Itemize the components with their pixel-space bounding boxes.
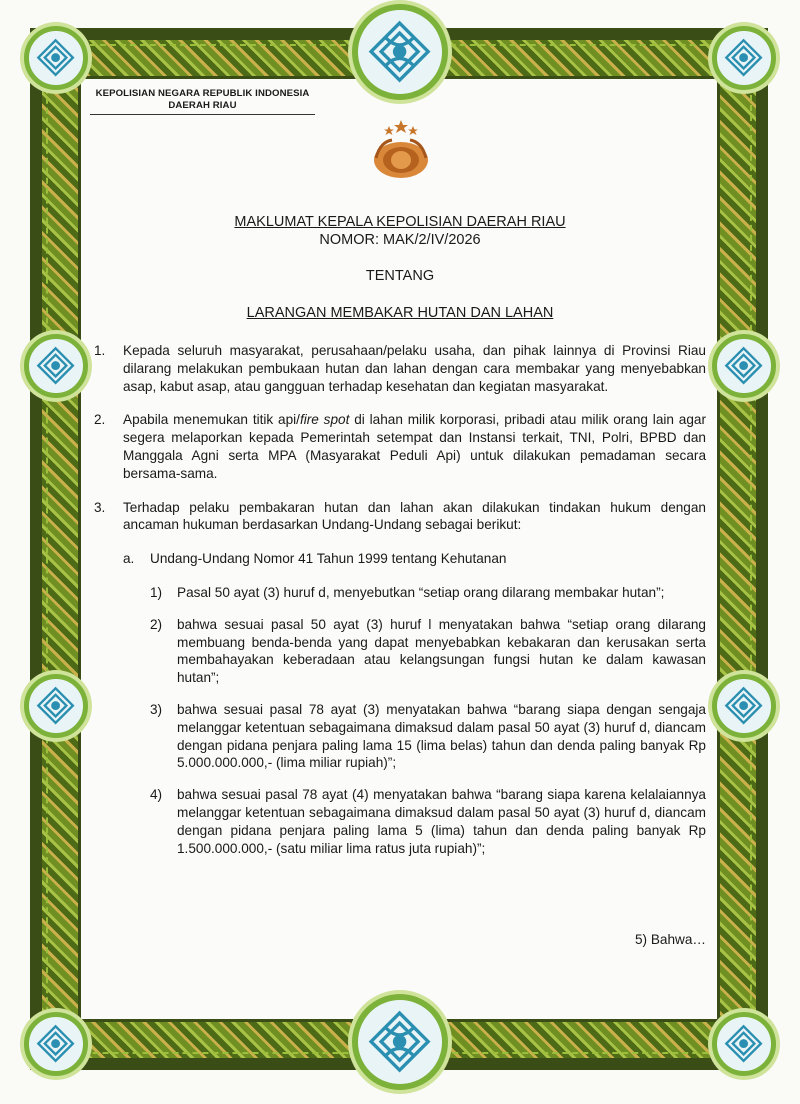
item-text: Terhadap pelaku pembakaran hutan dan lahan akan dilakukan tindakan hukum dengan ancaman hukuman berdasarkan Undang-Undang sebagai berikut: bbox=[123, 499, 706, 533]
document-body bbox=[94, 342, 706, 857]
point-text: bahwa sesuai pasal 50 ayat (3) huruf l menyatakan bahwa “setiap orang dilarang membuang benda-benda yang dapat menyebabkan kebakaran dan kerusakan serta membahayakan keberadaan atau kelangsungan fungsi hutan ke dalam kawasan hutan”; bbox=[177, 616, 706, 686]
list-item bbox=[94, 342, 706, 395]
list-item bbox=[94, 411, 706, 482]
institution-header bbox=[90, 88, 315, 115]
item-text: Kepada seluruh masyarakat, perusahaan/pelaku usaha, dan pihak lainnya di Provinsi Riau dilarang melakukan pembukaan hutan dan lahan dengan cara membakar yang menyebabkan asap, kabut asap, atau gangguan terhadap kesehatan dan kegiatan masyarakat. bbox=[123, 343, 706, 394]
continuation-marker: 5) Bahwa… bbox=[634, 932, 706, 947]
item-text: Apabila menemukan titik api/ bbox=[123, 412, 300, 428]
corner-medallion-icon bbox=[24, 26, 88, 90]
tentang-label: TENTANG bbox=[365, 268, 435, 284]
bottom-center-medallion-icon bbox=[352, 994, 448, 1090]
item-number: 3. bbox=[94, 499, 106, 515]
side-medallion-icon bbox=[712, 334, 776, 398]
police-emblem-icon bbox=[368, 118, 434, 184]
sub-item-text: Undang-Undang Nomor 41 Tahun 1999 tentang Kehutanan bbox=[150, 551, 507, 567]
point-number: 3) bbox=[150, 701, 163, 717]
item-number: 1. bbox=[94, 343, 106, 358]
corner-medallion-icon bbox=[24, 1012, 88, 1076]
sub-item-letter: a. bbox=[123, 551, 135, 567]
point-item bbox=[150, 584, 706, 602]
corner-medallion-icon bbox=[712, 1012, 776, 1076]
point-item bbox=[150, 786, 706, 857]
item-text-italic: fire spot bbox=[299, 412, 350, 428]
document-title bbox=[80, 213, 720, 249]
top-center-medallion-icon bbox=[352, 4, 448, 100]
sub-list bbox=[94, 550, 706, 857]
side-medallion-icon bbox=[712, 674, 776, 738]
institution-name: KEPOLISIAN NEGARA REPUBLIK INDONESIA bbox=[95, 88, 310, 99]
point-item bbox=[150, 701, 706, 772]
point-item bbox=[150, 616, 706, 687]
item-text: di lahan milik korporasi, pribadi atau milik orang lain agar segera melaporkan kepada Pemerintah setempat dan Instansi terkait, TNI, Polri, BPBD dan Manggala Agni serta MPA (Masyarakat Peduli Api) untuk dilakukan pemadaman secara bersama-sama. bbox=[123, 412, 707, 481]
sub-item bbox=[123, 550, 706, 568]
point-text: bahwa sesuai pasal 78 ayat (3) menyatakan bahwa “barang siapa dengan sengaja melanggar ketentuan sebagaimana dimaksud dalam pasal 50 ayat (3) huruf d, diancam dengan pidana penjara paling lama 15 (lima belas) tahun dan denda paling banyak Rp 5.000.000.000,- (lima miliar rupiah)”; bbox=[177, 701, 706, 771]
institution-region: DAERAH RIAU bbox=[168, 100, 237, 111]
side-medallion-icon bbox=[24, 674, 88, 738]
side-medallion-icon bbox=[24, 334, 88, 398]
point-number: 4) bbox=[150, 787, 163, 803]
corner-medallion-icon bbox=[712, 26, 776, 90]
point-number: 2) bbox=[150, 616, 163, 632]
point-text: bahwa sesuai pasal 78 ayat (4) menyatakan bahwa “barang siapa karena kelalaiannya melanggar ketentuan sebagaimana dimaksud dalam pasal 50 ayat (3) huruf d, diancam dengan pidana penjara paling lama 5 (lima) tahun dan denda paling banyak Rp 1.500.000.000,- (satu miliar lima ratus juta rupiah)”; bbox=[177, 787, 706, 856]
item-number: 2. bbox=[94, 412, 106, 428]
point-number: 1) bbox=[150, 584, 163, 600]
header-rule bbox=[90, 114, 315, 115]
document-number: NOMOR: MAK/2/IV/2026 bbox=[319, 232, 481, 248]
sub-item-points bbox=[123, 584, 706, 857]
document-subject: LARANGAN MEMBAKAR HUTAN DAN LAHAN bbox=[246, 305, 554, 321]
list-item bbox=[94, 499, 706, 535]
point-text: Pasal 50 ayat (3) huruf d, menyebutkan “setiap orang dilarang membakar hutan”; bbox=[177, 584, 665, 600]
title-line: MAKLUMAT KEPALA KEPOLISIAN DAERAH RIAU bbox=[234, 214, 566, 230]
